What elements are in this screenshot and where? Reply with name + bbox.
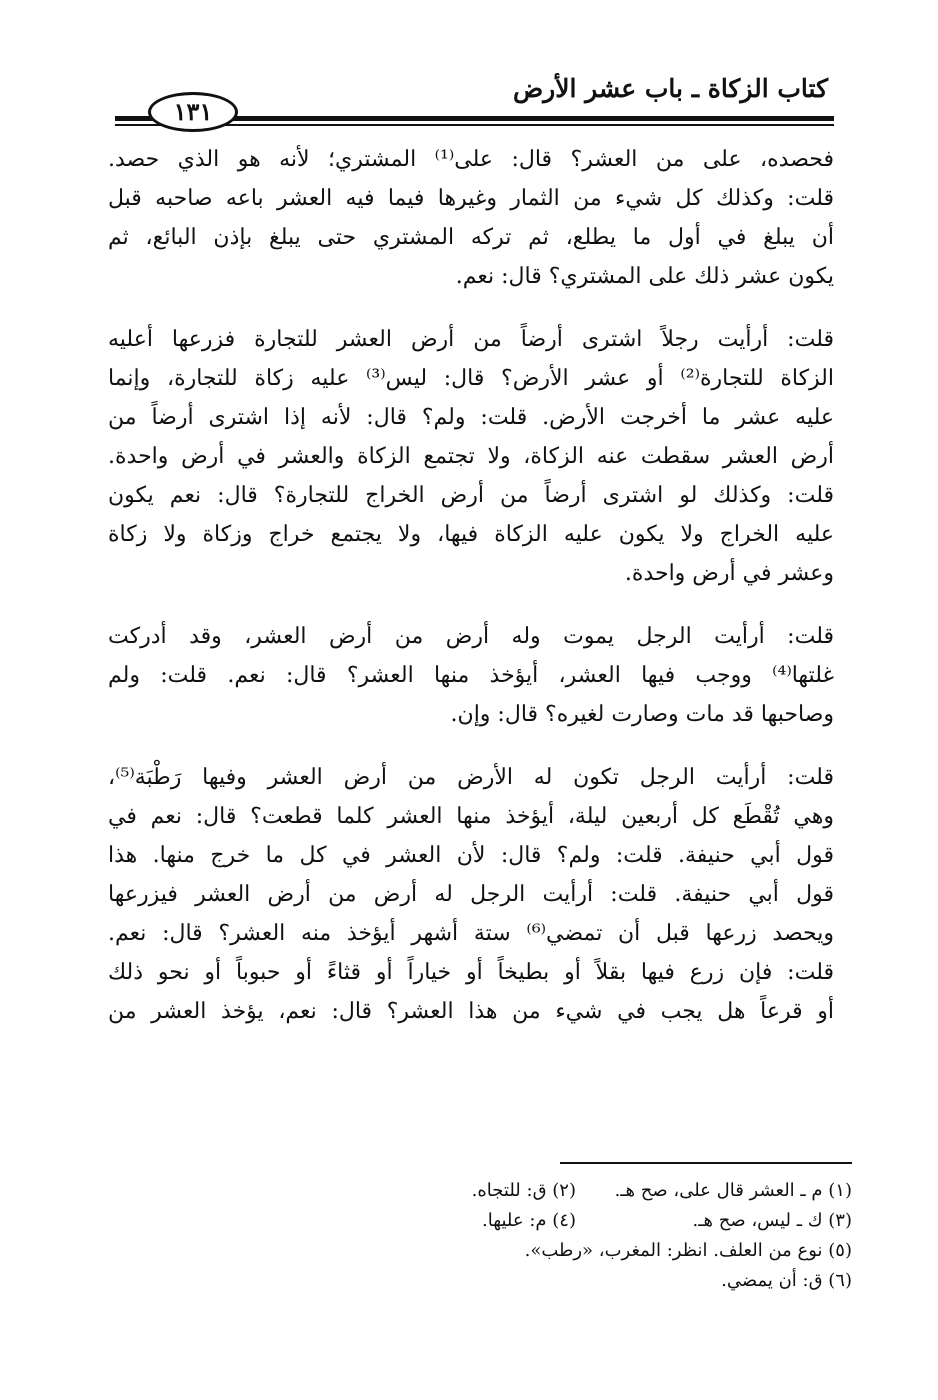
running-title: كتاب الزكاة ـ باب عشر الأرض	[512, 74, 828, 103]
footnote-row	[300, 1176, 852, 1206]
text-line: يكون عشر ذلك على المشتري؟ قال: نعم.	[455, 264, 834, 289]
text-line: قلت: أرأيت الرجل تكون له الأرض من أرض العشر وفيها رَطْبَة⁽⁵⁾،	[108, 765, 834, 790]
footnote-row	[300, 1266, 852, 1296]
text-line: أرض العشر سقطت عنه الزكاة، ولا تجتمع الزكاة والعشر في أرض واحدة.	[108, 444, 834, 469]
text-line: قول أبي حنيفة. قلت: ولم؟ قال: لأن العشر في كل ما خرج منها. هذا	[108, 843, 834, 868]
footnote-separator	[560, 1162, 852, 1164]
paragraph-4	[108, 758, 834, 1031]
footnote-5: (٥) نوع من العلف. انظر: المغرب، «رطب».	[524, 1240, 852, 1261]
footnote-3: (٣) ك ـ ليس، صح هـ.	[692, 1210, 852, 1231]
footnotes	[300, 1176, 852, 1296]
footnote-2: (٢) ق: للتجاه.	[471, 1180, 576, 1201]
footnote-row	[300, 1236, 852, 1266]
paragraph-2	[108, 320, 834, 593]
text-line: قلت: وكذلك كل شيء من الثمار وغيرها فيما فيه العشر باعه صاحبه قبل	[108, 186, 834, 211]
text-line: وعشر في أرض واحدة.	[624, 561, 834, 586]
text-line: فحصده، على من العشر؟ قال: على⁽¹⁾ المشتري؛ لأنه هو الذي حصد.	[108, 147, 834, 172]
text-line: غلتها⁽⁴⁾ ووجب فيها العشر، أيؤخذ منها العشر؟ قال: نعم. قلت: ولم	[108, 663, 834, 688]
footnote-4: (٤) م: عليها.	[481, 1210, 576, 1231]
text-line: أو قرعاً هل يجب في شيء من هذا العشر؟ قال: نعم، يؤخذ العشر من	[108, 999, 834, 1024]
page-number: ١٣١	[148, 92, 238, 132]
text-line: قلت: فإن زرع فيها بقلاً أو بطيخاً أو خياراً أو قثاءً أو حبوباً أو نحو ذلك	[108, 960, 834, 985]
text-line: وصاحبها قد مات وصارت لغيره؟ قال: وإن.	[450, 702, 834, 727]
footnote-row	[300, 1206, 852, 1236]
paragraph-3	[108, 617, 834, 734]
paragraph-1	[108, 140, 834, 296]
text-line: أن يبلغ في أول ما يطلع، ثم تركه المشتري حتى يبلغ بإذن البائع، ثم	[108, 225, 834, 250]
text-line: وهي تُقْطَع كل أربعين ليلة، أيؤخذ منها العشر كلما قطعت؟ قال: نعم في	[108, 804, 834, 829]
footnote-1: (١) م ـ العشر قال على، صح هـ.	[614, 1180, 852, 1201]
text-line: ويحصد زرعها قبل أن تمضي⁽⁶⁾ ستة أشهر أيؤخذ منه العشر؟ قال: نعم.	[108, 921, 834, 946]
body-text	[108, 140, 834, 1031]
text-line: قول أبي حنيفة. قلت: أرأيت الرجل له أرض من أرض العشر فيزرعها	[108, 882, 834, 907]
footnote-6: (٦) ق: أن يمضي.	[721, 1270, 852, 1291]
text-line: قلت: أرأيت رجلاً اشترى أرضاً من أرض العشر للتجارة فزرعها أعليه	[108, 327, 834, 352]
text-line: عليه الخراج ولا يكون عليه الزكاة فيها، ولا يجتمع خراج وزكاة ولا زكاة	[108, 522, 834, 547]
text-line: عليه عشر ما أخرجت الأرض. قلت: ولم؟ قال: لأنه إذا اشترى أرضاً من	[108, 405, 834, 430]
text-line: قلت: أرأيت الرجل يموت وله أرض من أرض العشر، وقد أدركت	[108, 624, 834, 649]
text-line: الزكاة للتجارة⁽²⁾ أو عشر الأرض؟ قال: ليس⁽³⁾ عليه زكاة للتجارة، وإنما	[108, 366, 834, 391]
text-line: قلت: وكذلك لو اشترى أرضاً من أرض الخراج للتجارة؟ قال: نعم يكون	[108, 483, 834, 508]
